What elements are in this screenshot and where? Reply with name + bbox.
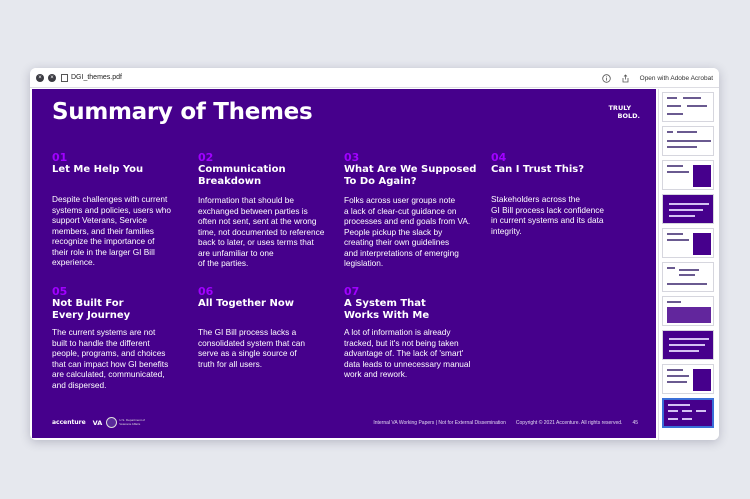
page-thumbnail-selected[interactable] bbox=[662, 398, 714, 428]
theme-title: What Are We Supposed To Do Again? bbox=[344, 164, 477, 187]
theme-card-06 bbox=[198, 286, 343, 369]
footer-note: Internal VA Working Papers | Not for External Dissemination bbox=[373, 420, 506, 426]
page-thumbnail[interactable] bbox=[662, 262, 714, 292]
close-icon[interactable]: × bbox=[36, 74, 44, 82]
theme-body: Stakeholders across the GI Bill process lack confidence in current systems and its data integrity. bbox=[491, 194, 604, 236]
theme-body: Information that should be exchanged between parties is often not sent, sent at the wrong time, not documented to reference back to later, or uses terms that are unfamiliar to one of the parties. bbox=[198, 195, 325, 268]
accenture-logo: accenture bbox=[52, 419, 86, 426]
pdf-viewer-window bbox=[30, 68, 719, 440]
file-name: DGI_themes.pdf bbox=[71, 74, 122, 81]
seal-caption: U.S. Department of Veterans Affairs bbox=[119, 418, 145, 426]
va-seal-icon bbox=[106, 417, 117, 428]
theme-body: The current systems are not built to handle the different people, programs, and choices that can impact how GI benefits are calculated, communicated, and dispersed. bbox=[52, 327, 169, 390]
theme-number: 07 bbox=[344, 285, 360, 298]
slide-footer bbox=[373, 420, 638, 426]
theme-body: A lot of information is already tracked, but it's not being taken advantage of. The lack of 'smart' data leads to unnecessary manual work and rework. bbox=[344, 327, 471, 379]
va-logo: VA bbox=[92, 418, 103, 427]
minimize-icon[interactable]: × bbox=[48, 74, 56, 82]
theme-title: Can I Trust This? bbox=[491, 164, 584, 175]
truly-bold-logo bbox=[609, 105, 641, 120]
page-thumbnail[interactable] bbox=[662, 126, 714, 156]
theme-number: 04 bbox=[491, 151, 507, 164]
theme-body: The GI Bill process lacks a consolidated system that can serve as a single source of truth for all users. bbox=[198, 327, 305, 369]
slide-title: Summary of Themes bbox=[52, 99, 313, 125]
footer-logos bbox=[52, 417, 145, 428]
page-thumbnail[interactable] bbox=[662, 364, 714, 394]
brand-line-2: BOLD. bbox=[617, 111, 640, 120]
open-with-acrobat-button[interactable]: Open with Adobe Acrobat bbox=[639, 74, 713, 82]
theme-card-07 bbox=[344, 286, 489, 380]
theme-number: 06 bbox=[198, 285, 214, 298]
page-thumbnail[interactable] bbox=[662, 160, 714, 190]
document-icon bbox=[61, 74, 68, 82]
title-bar bbox=[30, 68, 719, 88]
page-thumbnail[interactable] bbox=[662, 330, 714, 360]
theme-card-05 bbox=[52, 286, 192, 390]
theme-body: Despite challenges with current systems and policies, users who support Veterans, Service members, and their families recognize the importance of their role in the larger GI Bill experience. bbox=[52, 194, 171, 267]
page-thumbnail[interactable] bbox=[662, 228, 714, 258]
thumbnail-sidebar[interactable] bbox=[658, 89, 719, 440]
theme-card-04 bbox=[491, 152, 631, 236]
theme-title: Communication Breakdown bbox=[198, 164, 286, 187]
share-icon[interactable] bbox=[621, 74, 630, 83]
page-thumbnail[interactable] bbox=[662, 92, 714, 122]
theme-card-02 bbox=[198, 152, 343, 269]
theme-card-03 bbox=[344, 152, 489, 269]
page-thumbnail[interactable] bbox=[662, 194, 714, 224]
theme-title: Let Me Help You bbox=[52, 164, 144, 175]
theme-body: Folks across user groups note a lack of clear-cut guidance on processes and end goals from VA. People pickup the slack by creating their own guidelines and interpretations of emerging legislation. bbox=[344, 195, 471, 268]
theme-number: 05 bbox=[52, 285, 68, 298]
theme-number: 02 bbox=[198, 151, 214, 164]
page-number: 45 bbox=[632, 420, 638, 426]
footer-copyright: Copyright © 2021 Accenture. All rights reserved. bbox=[515, 420, 623, 426]
info-icon[interactable] bbox=[602, 74, 611, 83]
theme-number: 01 bbox=[52, 151, 68, 164]
theme-number: 03 bbox=[344, 151, 360, 164]
theme-title: A System That Works With Me bbox=[344, 298, 430, 321]
brand-line-1: TRULY bbox=[608, 104, 632, 112]
theme-title: All Together Now bbox=[198, 298, 294, 309]
page-thumbnail[interactable] bbox=[662, 296, 714, 326]
slide-page bbox=[32, 89, 656, 438]
theme-title: Not Built For Every Journey bbox=[52, 298, 131, 321]
theme-card-01 bbox=[52, 152, 192, 268]
